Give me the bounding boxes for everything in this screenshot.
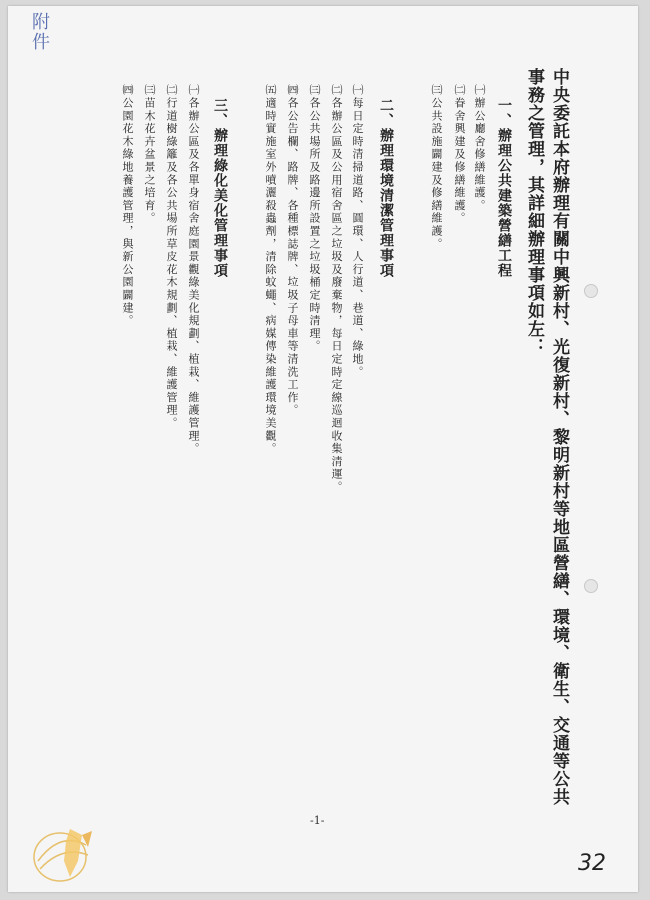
section-1-item-3: ㈢公共設施闢建及修繕維護。 xyxy=(430,84,443,251)
section-2-item-2: ㈡各辦公區及公用宿舍區之垃圾及廢棄物，每日定時定線巡迴收集清運。 xyxy=(330,84,343,494)
archive-logo-icon xyxy=(30,821,110,886)
section-1-item-1: ㈠辦公廳舍修繕維護。 xyxy=(473,84,486,212)
section-2-item-4: ㈣各公告欄、路牌、各種標誌牌、垃圾子母車等清洗工作。 xyxy=(286,84,299,417)
page-number: -1- xyxy=(310,814,325,827)
section-1-item-2: ㈡眷舍興建及修繕維護。 xyxy=(453,84,466,225)
section-2-heading: 二、辦理環境清潔管理事項 xyxy=(378,98,394,278)
intro-line-1: 中央委託本府辦理有關中興新村、光復新村、黎明新村等地區營繕、環境、衛生、交通等公共 xyxy=(549,68,569,806)
section-3-heading: 三、辦理綠化美化管理事項 xyxy=(212,98,228,278)
section-3-item-2: ㈡行道樹綠籬及各公共場所草皮花木規劃、植栽、維護管理。 xyxy=(165,84,178,430)
section-2-item-5: ㈤適時實施室外噴灑殺蟲劑，清除蚊蠅、病媒傳染維護環境美觀。 xyxy=(264,84,277,456)
handwritten-page-number: 32 xyxy=(578,851,606,876)
section-3-item-1: ㈠各辦公區及各單身宿舍庭園景觀綠美化規劃、植栽、維護管理。 xyxy=(187,84,200,456)
punch-hole-bottom xyxy=(584,579,598,593)
section-1-heading: 一、辦理公共建築營繕工程 xyxy=(496,98,512,278)
document-page xyxy=(8,6,638,892)
section-2-item-1: ㈠每日定時清掃道路、圓環、人行道、巷道、綠地。 xyxy=(351,84,364,379)
punch-hole-top xyxy=(584,284,598,298)
intro-line-2: 事務之管理，其詳細辦理事項如左： xyxy=(524,68,544,356)
section-3-item-3: ㈢苗木花卉盆景之培育。 xyxy=(143,84,156,225)
section-2-item-3: ㈢各公共場所及路邊所設置之垃圾桶定時清理。 xyxy=(308,84,321,353)
section-3-item-4: ㈣公園花木綠地養護管理，與新公園闢建。 xyxy=(121,84,134,328)
attachment-label: 附件 xyxy=(29,12,50,52)
